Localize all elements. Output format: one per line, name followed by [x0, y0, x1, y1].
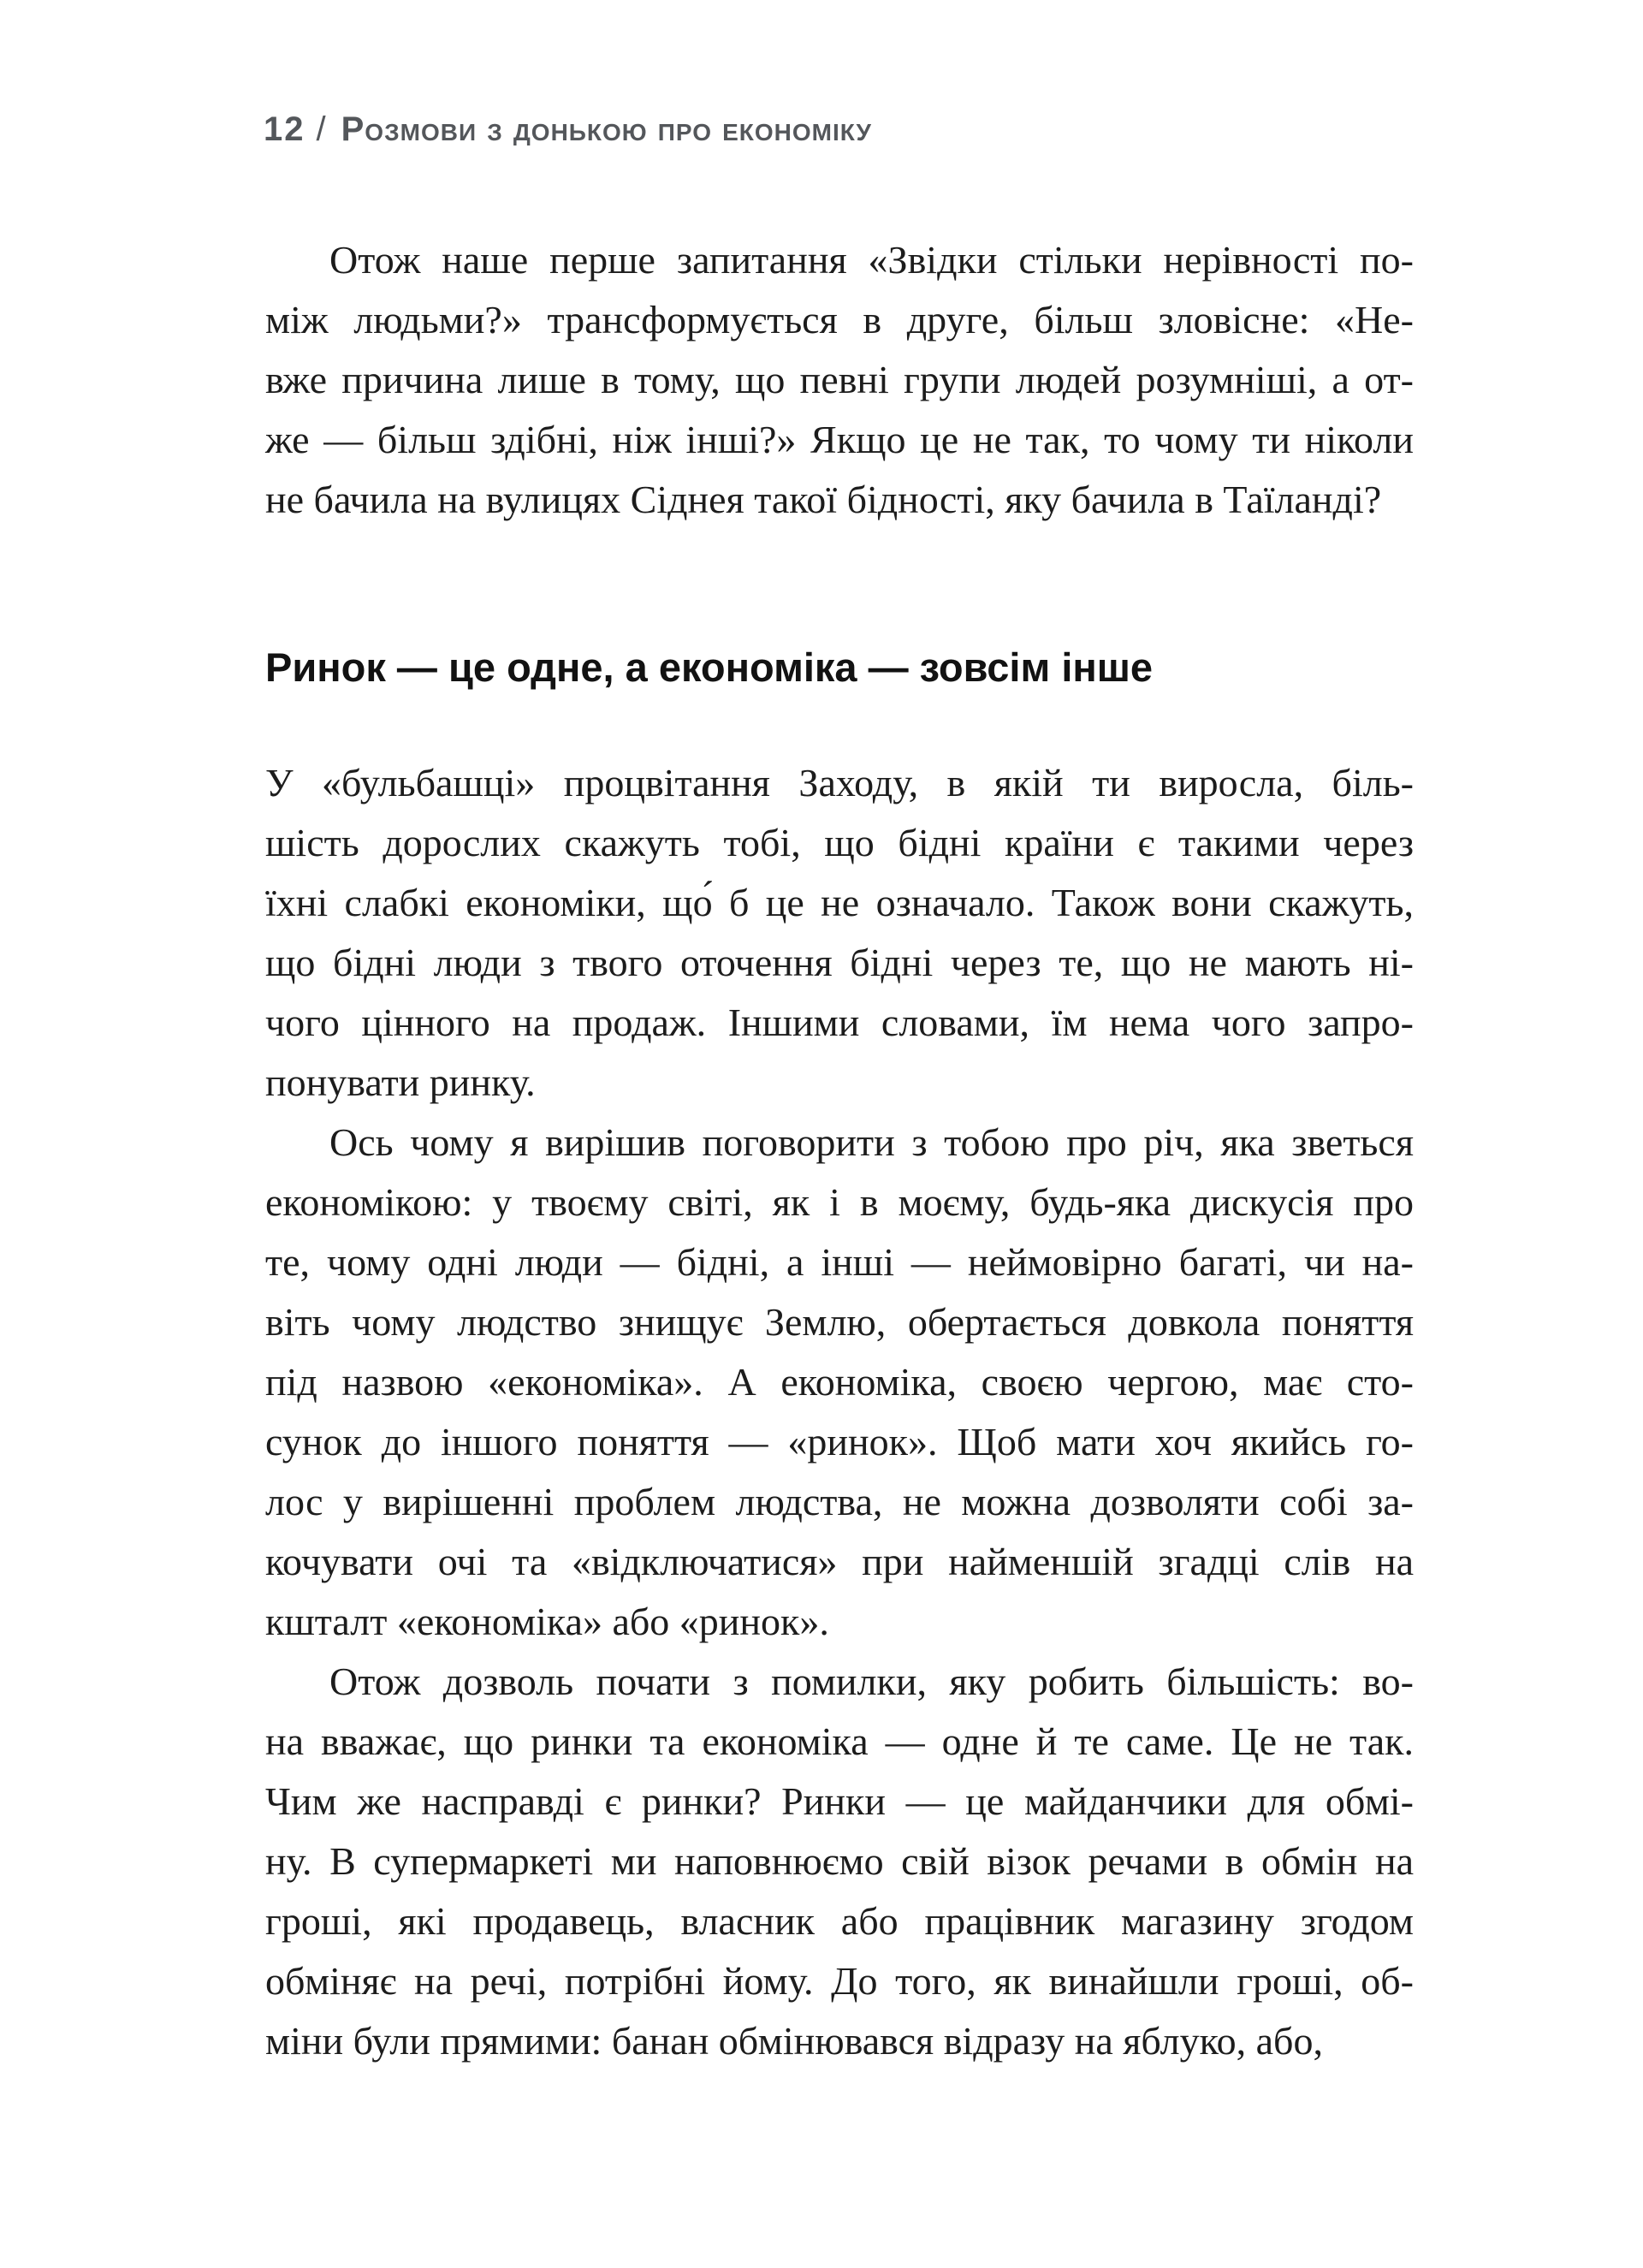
text-line: ну. В супермаркеті ми наповнюємо свій візок речами в обмін на [265, 1839, 1414, 1883]
paragraph [265, 1652, 1414, 2071]
text-line: гроші, які продавець, власник або працівник магазину згодом [265, 1899, 1414, 1943]
text-line: кшталт «економіка» або «ринок». [265, 1600, 829, 1643]
text-line: те, чому одні люди — бідні, а інші — неймовірно багаті, чи на- [265, 1240, 1414, 1284]
paragraph [265, 753, 1414, 1113]
text-line: сунок до іншого поняття — «ринок». Щоб мати хоч якийсь го- [265, 1420, 1414, 1464]
text-line: вже причина лише в тому, що певні групи людей розумніші, а от- [265, 358, 1414, 401]
book-title: Розмови з донькою про економіку [341, 110, 872, 148]
text-line: між людьми?» трансформується в друге, більш зловісне: «Не- [265, 298, 1414, 341]
text-line: шість дорослих скажуть тобі, що бідні країни є такими через [265, 821, 1414, 864]
paragraph [265, 1113, 1414, 1652]
text-line: же — більш здібні, ніж інші?» Якщо це не так, то чому ти ніколи [265, 418, 1414, 461]
text-line: Чим же насправді є ринки? Ринки — це майданчики для обмі- [265, 1779, 1414, 1823]
text-line: У «бульбашці» процвітання Заходу, в якій ти виросла, біль- [265, 761, 1414, 804]
text-line: понувати ринку. [265, 1060, 536, 1104]
body-text [265, 753, 1414, 2071]
header-separator: / [316, 110, 327, 148]
section-heading: Ринок — це одне, а економіка — зовсім інше [265, 644, 1154, 690]
text-line: Отож наше перше запитання «Звідки стільки нерівності по- [329, 238, 1414, 282]
text-line: міни були прямими: банан обмінювався відразу на яблуко, або, [265, 2019, 1323, 2063]
text-line: Отож дозволь почати з помилки, яку робить більшість: во- [329, 1659, 1414, 1703]
text-line: що бідні люди з твого оточення бідні через те, що не мають ні- [265, 941, 1414, 984]
text-line: лос у вирішенні проблем людства, не можна дозволяти собі за- [265, 1480, 1414, 1523]
page-number: 12 [264, 110, 305, 148]
paragraph-opening [265, 230, 1414, 530]
text-line: їхні слабкі економіки, що́ б це не означало. Також вони скажуть, [265, 881, 1414, 924]
text-line: чого цінного на продаж. Іншими словами, їм нема чого запро- [265, 1000, 1414, 1044]
text-line: не бачила на вулицях Сіднея такої бідності, яку бачила в Таїланді? [265, 478, 1382, 521]
text-line: Ось чому я вирішив поговорити з тобою про річ, яка зветься [329, 1120, 1414, 1164]
text-line: під назвою «економіка». А економіка, своєю чергою, має сто- [265, 1360, 1414, 1404]
text-line: віть чому людство знищує Землю, обертається довкола поняття [265, 1300, 1414, 1344]
text-line: обміняє на речі, потрібні йому. До того, як винайшли гроші, об- [265, 1959, 1414, 2003]
running-header [264, 112, 872, 146]
text-line: на вважає, що ринки та економіка — одне й те саме. Це не так. [265, 1719, 1414, 1763]
text-line: кочувати очі та «відключатися» при найменшій згадці слів на [265, 1540, 1414, 1583]
text-line: економікою: у твоєму світі, як і в моєму, будь-яка дискусія про [265, 1180, 1414, 1224]
